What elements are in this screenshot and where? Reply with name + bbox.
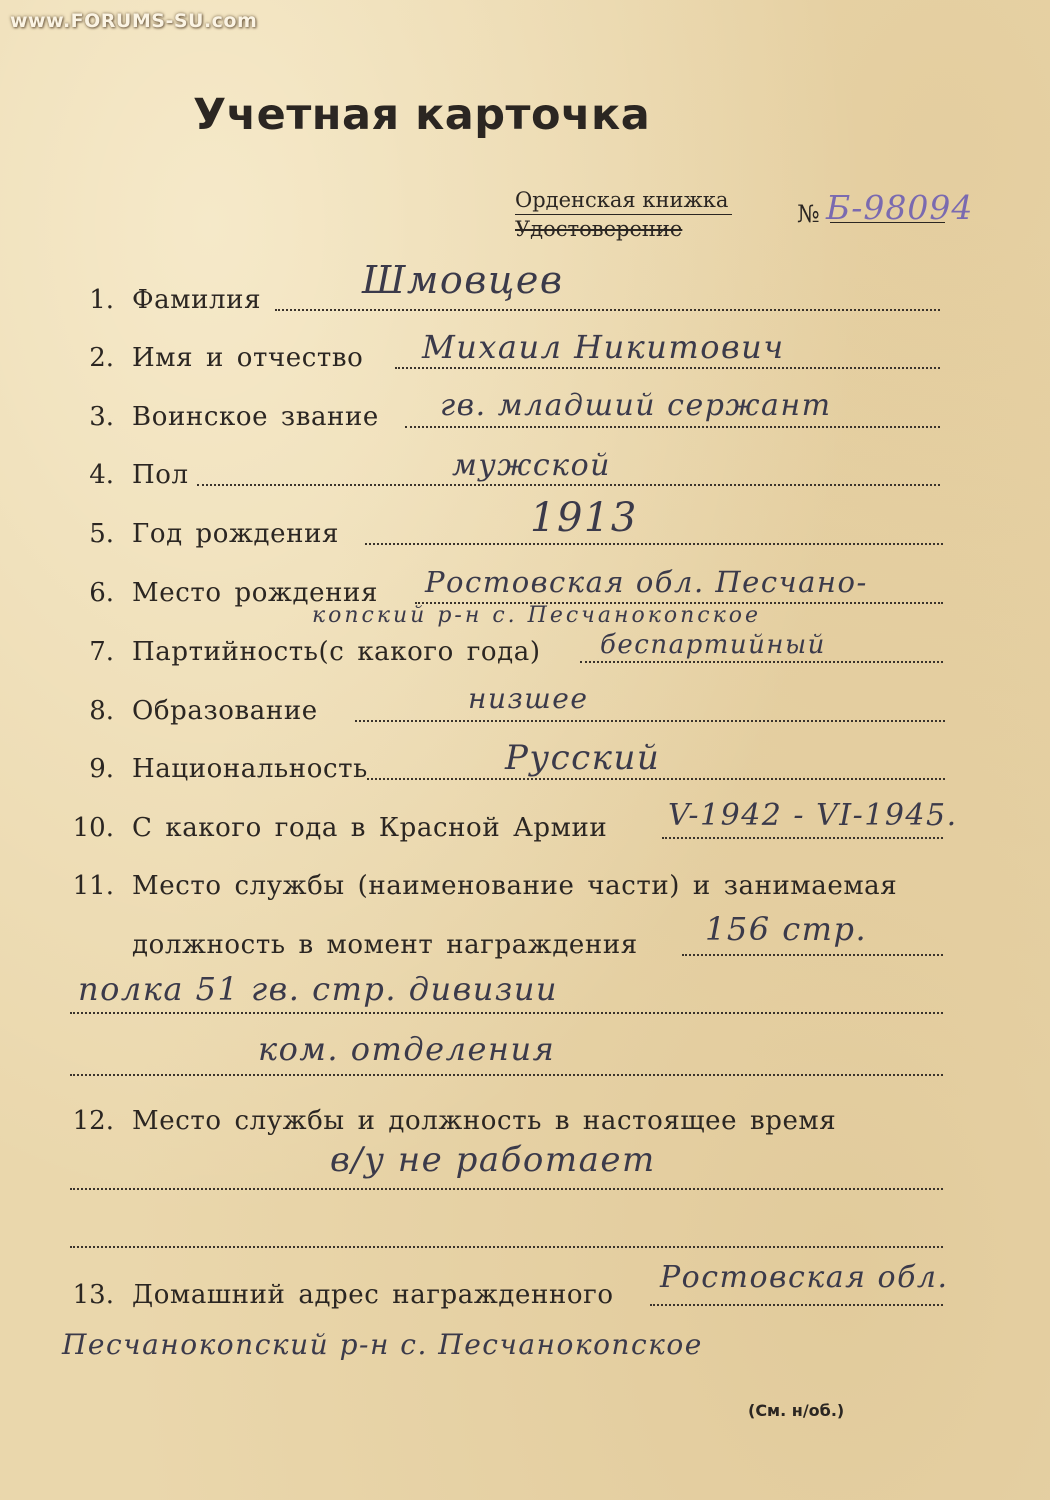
handwritten-home-address-continued: Песчанокопский р-н с. Песчанокопское bbox=[62, 1328, 703, 1361]
fill-line bbox=[367, 778, 945, 780]
handwritten-nationality: Русский bbox=[505, 738, 661, 778]
handwritten-surname: Шмовцев bbox=[362, 258, 564, 302]
field-number: 3. bbox=[89, 402, 114, 432]
handwritten-name-patronymic: Михаил Никитович bbox=[422, 328, 785, 366]
field-label: Место рождения bbox=[132, 578, 378, 608]
field-number: 7. bbox=[89, 637, 114, 667]
watermark: www.FORUMS-SU.com bbox=[10, 10, 258, 32]
fill-line bbox=[405, 426, 940, 428]
field-label: С какого года в Красной Армии bbox=[132, 813, 608, 843]
handwritten-party-membership: беспартийный bbox=[600, 630, 826, 660]
handwritten-birthplace: Ростовская обл. Песчано- bbox=[425, 565, 868, 599]
field-label: Фамилия bbox=[132, 285, 262, 315]
field-number: 2. bbox=[89, 343, 114, 373]
field-row-service-place-line2 bbox=[0, 920, 1050, 970]
fill-line bbox=[70, 1246, 943, 1248]
handwritten-position: ком. отделения bbox=[258, 1030, 556, 1068]
fill-line bbox=[70, 1074, 943, 1076]
field-label: Пол bbox=[132, 460, 189, 490]
fill-line bbox=[70, 1188, 943, 1190]
field-row-service-place bbox=[0, 861, 1050, 911]
field-label: Место службы и должность в настоящее время bbox=[132, 1106, 837, 1136]
handwritten-current-service: в/у не работает bbox=[330, 1140, 656, 1180]
handwritten-military-rank: гв. младший сержант bbox=[440, 388, 832, 423]
field-number: 10. bbox=[72, 813, 114, 843]
document-type bbox=[515, 186, 732, 243]
fill-line bbox=[365, 543, 943, 545]
field-row-birth-year bbox=[0, 509, 1050, 559]
field-label: Место службы (наименование части) и занимаемая bbox=[132, 871, 898, 901]
handwritten-unit-continued: полка 51 гв. стр. дивизии bbox=[78, 970, 559, 1008]
field-number: 6. bbox=[89, 578, 114, 608]
field-number: 9. bbox=[89, 754, 114, 784]
field-label: должность в момент награждения bbox=[132, 930, 638, 960]
order-book-label: Орденская книжка bbox=[515, 186, 732, 215]
card-title: Учетная карточка bbox=[193, 90, 651, 140]
fill-line bbox=[355, 720, 945, 722]
handwritten-army-since: V-1942 - VI-1945. bbox=[668, 798, 958, 833]
field-label: Воинское звание bbox=[132, 402, 379, 432]
field-label: Национальность bbox=[132, 754, 368, 784]
field-row-party-membership bbox=[0, 627, 1050, 677]
field-number: 1. bbox=[89, 285, 114, 315]
field-label: Партийность(с какого года) bbox=[132, 637, 541, 667]
handwritten-birth-year: 1913 bbox=[530, 495, 638, 541]
handwritten-unit: 156 стр. bbox=[705, 910, 868, 948]
fill-line bbox=[275, 309, 940, 311]
document-number: Б-98094 bbox=[826, 188, 974, 227]
handwritten-home-address: Ростовская обл. bbox=[660, 1260, 949, 1295]
field-number: 11. bbox=[72, 871, 114, 901]
field-number: 13. bbox=[72, 1280, 114, 1310]
handwritten-education: низшее bbox=[468, 682, 589, 715]
field-label: Домашний адрес награжденного bbox=[132, 1280, 614, 1310]
handwritten-birthplace-continued: копский р-н с. Песчанокопское bbox=[312, 603, 761, 628]
handwritten-sex: мужской bbox=[452, 448, 611, 483]
fill-line bbox=[682, 954, 943, 956]
field-number: 8. bbox=[89, 696, 114, 726]
fill-line bbox=[395, 367, 940, 369]
fill-line bbox=[662, 837, 943, 839]
field-row-current-service bbox=[0, 1096, 1050, 1146]
see-reverse-note: (См. н/об.) bbox=[748, 1401, 845, 1420]
field-number: 4. bbox=[89, 460, 114, 490]
fill-line bbox=[70, 1012, 943, 1014]
field-label: Образование bbox=[132, 696, 318, 726]
field-label: Год рождения bbox=[132, 519, 340, 549]
fill-line bbox=[580, 661, 943, 663]
number-sign: № bbox=[797, 200, 820, 228]
field-number: 12. bbox=[72, 1106, 114, 1136]
field-label: Имя и отчество bbox=[132, 343, 364, 373]
fill-line bbox=[650, 1304, 943, 1306]
field-number: 5. bbox=[89, 519, 114, 549]
fill-line bbox=[197, 484, 940, 486]
certificate-label: Удостоверение bbox=[515, 217, 683, 241]
